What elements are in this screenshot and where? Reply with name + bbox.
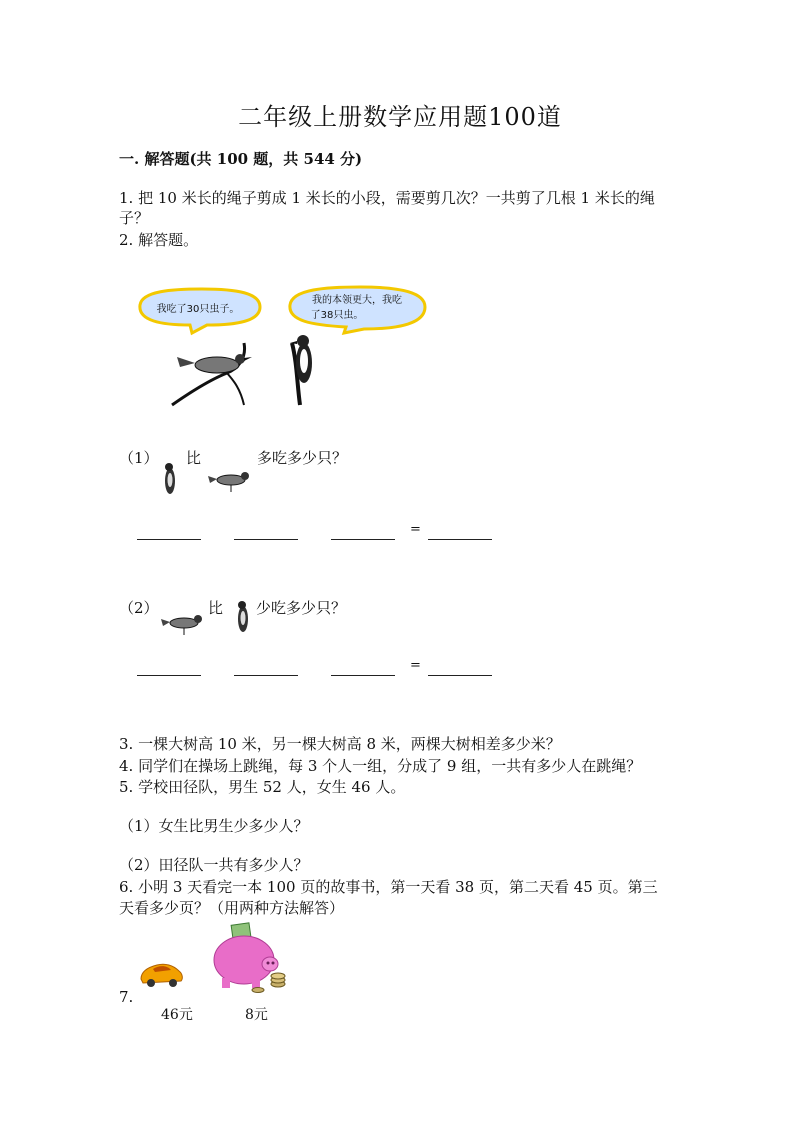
answer-blank[interactable] bbox=[137, 675, 201, 676]
question-4-text: 4. 同学们在操场上跳绳，每 3 个人一组，分成了 9 组，一共有多少人在跳绳？ bbox=[119, 757, 642, 775]
answer-blank[interactable] bbox=[234, 539, 298, 540]
question-5-text: 5. 学校田径队，男生 52 人，女生 46 人。 bbox=[119, 778, 406, 796]
woodpecker-small-icon bbox=[234, 598, 252, 636]
bubble-right-text-2: 了38只虫。 bbox=[310, 310, 364, 321]
sub-question-1-bi: 比 bbox=[186, 449, 202, 467]
equals-sign: = bbox=[410, 658, 421, 673]
speech-bubble-right bbox=[290, 287, 425, 333]
speech-bubble-left bbox=[140, 289, 260, 333]
question-5-sub-2: （2）田径队一共有多少人？ bbox=[119, 856, 309, 874]
piggy-bank-icon bbox=[208, 920, 290, 1000]
question-2-text: 2. 解答题。 bbox=[119, 231, 199, 249]
equals-sign: = bbox=[410, 522, 421, 537]
toy-car-icon bbox=[137, 957, 185, 989]
answer-blank[interactable] bbox=[428, 539, 492, 540]
section-heading: 一. 解答题(共 100 题，共 544 分) bbox=[119, 150, 363, 168]
answer-blank[interactable] bbox=[331, 675, 395, 676]
sub-question-2-bi: 比 bbox=[208, 599, 224, 617]
sub-question-2-tail: 少吃多少只？ bbox=[256, 599, 347, 617]
piggy-bank-price: 8元 bbox=[245, 1007, 268, 1023]
question-7-number: 7. bbox=[119, 988, 134, 1006]
bird-small-icon bbox=[160, 610, 208, 636]
answer-blank[interactable] bbox=[234, 675, 298, 676]
bubble-left-text: 我吃了30只虫子。 bbox=[156, 304, 240, 315]
answer-blank[interactable] bbox=[137, 539, 201, 540]
sub-question-2-label: （2） bbox=[119, 599, 159, 617]
bird-icon bbox=[177, 354, 252, 373]
question-1-line-2: 子？ bbox=[119, 209, 150, 227]
page-title: 二年级上册数学应用题100道 bbox=[238, 103, 562, 131]
bird-small-icon bbox=[207, 467, 255, 493]
question-5-sub-1: （1）女生比男生少多少人？ bbox=[119, 817, 309, 835]
answer-blank[interactable] bbox=[331, 539, 395, 540]
bubble-right-text-1: 我的本领更大，我吃 bbox=[312, 295, 402, 306]
question-6-line-2: 天看多少页？（用两种方法解答） bbox=[119, 899, 345, 917]
sub-question-1-tail: 多吃多少只？ bbox=[257, 449, 348, 467]
birds-illustration bbox=[132, 283, 432, 408]
question-1-line-1: 1. 把 10 米长的绳子剪成 1 米长的小段，需要剪几次？一共剪了几根 1 米长的绳 bbox=[119, 189, 655, 207]
woodpecker-small-icon bbox=[161, 460, 179, 498]
car-price: 46元 bbox=[161, 1007, 193, 1023]
question-6-line-1: 6. 小明 3 天看完一本 100 页的故事书，第一天看 38 页，第二天看 45 页。第三 bbox=[119, 878, 658, 896]
answer-blank[interactable] bbox=[428, 675, 492, 676]
question-3-text: 3. 一棵大树高 10 米，另一棵大树高 8 米，两棵大树相差多少米？ bbox=[119, 735, 561, 753]
sub-question-1-label: （1） bbox=[119, 449, 159, 467]
